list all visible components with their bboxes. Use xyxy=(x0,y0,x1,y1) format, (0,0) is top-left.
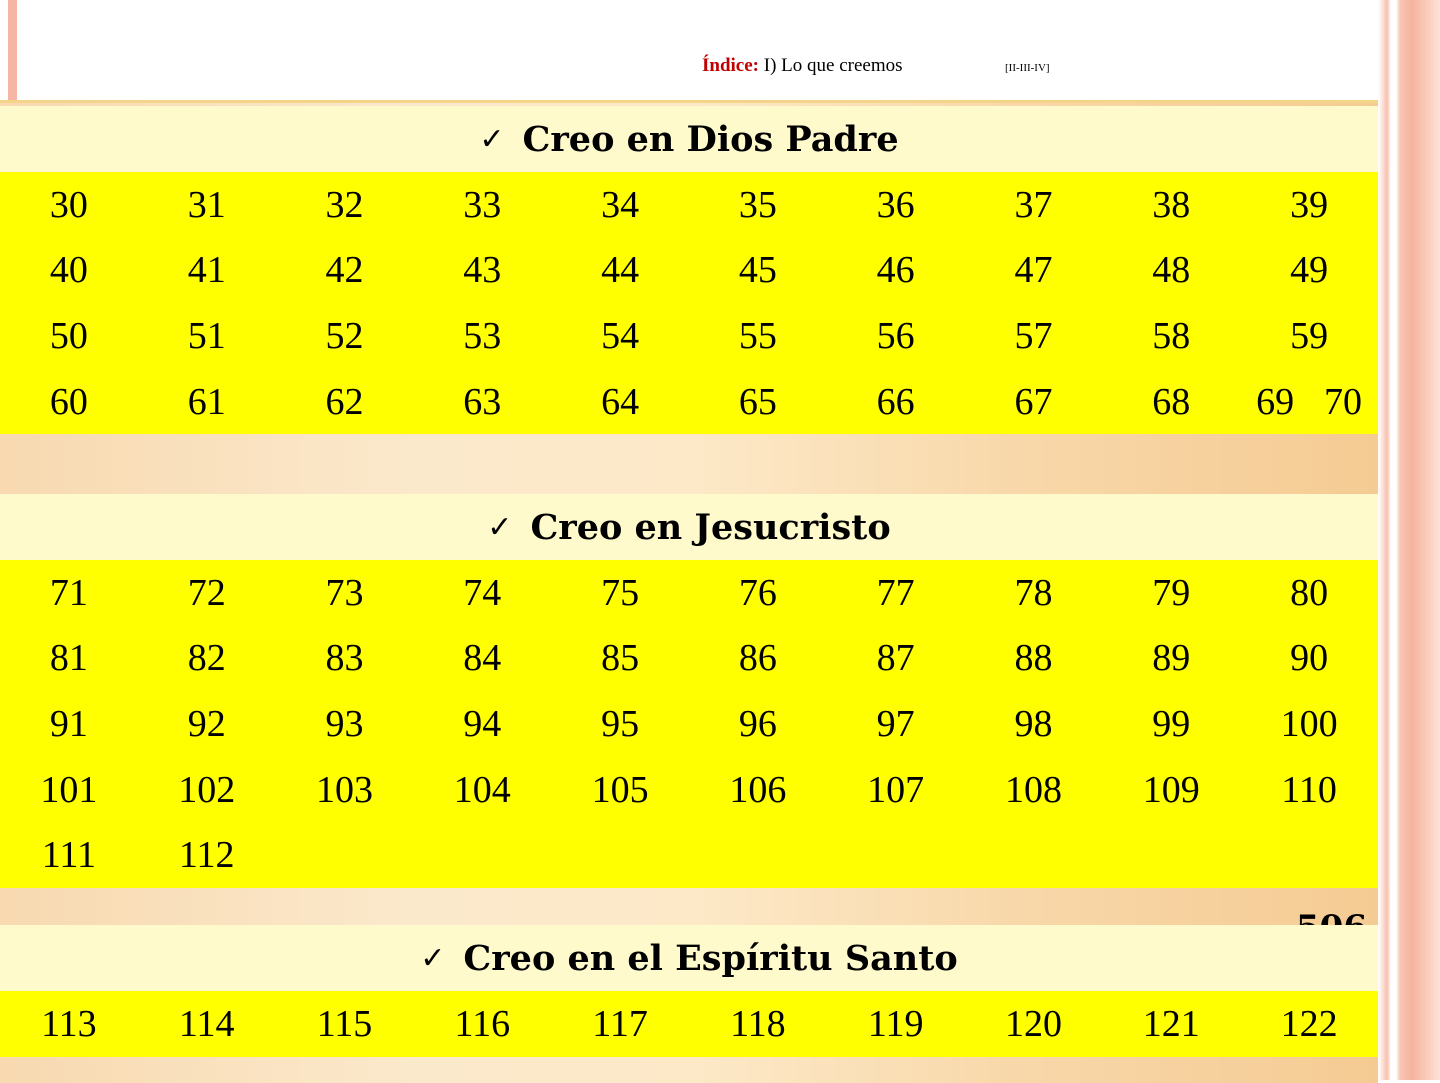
number-pair xyxy=(1240,380,1378,424)
number-link[interactable]: 77 xyxy=(876,571,915,614)
number-link[interactable]: 78 xyxy=(1014,571,1053,614)
checkmark-icon: ✓ xyxy=(479,121,505,157)
number-link[interactable]: 66 xyxy=(876,380,915,423)
number-link[interactable]: 34 xyxy=(601,183,640,226)
index-ref-link[interactable]: [II-III-IV] xyxy=(1005,62,1050,74)
grid-row xyxy=(0,991,1378,1057)
number-link[interactable]: 56 xyxy=(876,314,915,357)
number-link[interactable]: 38 xyxy=(1152,183,1191,226)
number-link[interactable]: 105 xyxy=(591,768,649,811)
number-link[interactable]: 112 xyxy=(178,834,235,877)
number-link[interactable]: 51 xyxy=(187,314,226,357)
number-link[interactable]: 48 xyxy=(1152,249,1191,292)
grid-row xyxy=(0,691,1378,757)
number-link[interactable]: 42 xyxy=(325,249,364,292)
grid-row xyxy=(0,369,1378,435)
number-link[interactable]: 87 xyxy=(876,637,915,680)
grid-row xyxy=(0,238,1378,304)
number-link[interactable]: 99 xyxy=(1152,702,1191,745)
number-link[interactable]: 107 xyxy=(867,768,925,811)
number-link[interactable]: 102 xyxy=(178,768,236,811)
number-link[interactable]: 44 xyxy=(601,249,640,292)
number-link[interactable]: 57 xyxy=(1014,314,1053,357)
grid-row xyxy=(0,303,1378,369)
number-link[interactable]: 45 xyxy=(738,249,777,292)
number-link[interactable]: 58 xyxy=(1152,314,1191,357)
number-link[interactable]: 121 xyxy=(1142,1002,1200,1045)
grid-row xyxy=(0,626,1378,692)
number-link[interactable]: 46 xyxy=(876,249,915,292)
number-link[interactable]: 64 xyxy=(601,380,640,423)
number-link[interactable]: 115 xyxy=(316,1002,373,1045)
number-link[interactable]: 108 xyxy=(1004,768,1062,811)
number-link[interactable]: 79 xyxy=(1152,571,1191,614)
number-link[interactable]: 31 xyxy=(187,183,226,226)
number-grid xyxy=(0,172,1378,434)
number-link[interactable]: 73 xyxy=(325,571,364,614)
number-link[interactable]: 83 xyxy=(325,637,364,680)
number-link[interactable]: 30 xyxy=(49,183,88,226)
number-link[interactable]: 80 xyxy=(1290,571,1329,614)
number-link[interactable]: 69 xyxy=(1256,380,1295,423)
number-link[interactable]: 41 xyxy=(187,249,226,292)
number-link[interactable]: 76 xyxy=(738,571,777,614)
number-link[interactable]: 96 xyxy=(738,702,777,745)
number-link[interactable]: 32 xyxy=(325,183,364,226)
number-link[interactable]: 65 xyxy=(738,380,777,423)
number-link[interactable]: 110 xyxy=(1281,768,1337,811)
number-link[interactable]: 97 xyxy=(876,702,915,745)
number-link[interactable]: 62 xyxy=(325,380,364,423)
number-link[interactable]: 88 xyxy=(1014,637,1053,680)
number-link[interactable]: 119 xyxy=(867,1002,924,1045)
number-link[interactable]: 61 xyxy=(187,380,226,423)
number-link[interactable]: 75 xyxy=(601,571,640,614)
number-link[interactable]: 122 xyxy=(1280,1002,1338,1045)
grid-row xyxy=(0,822,1378,888)
number-link[interactable]: 72 xyxy=(187,571,226,614)
number-link[interactable]: 60 xyxy=(49,380,88,423)
section-heading xyxy=(0,925,1378,991)
number-link[interactable]: 49 xyxy=(1290,249,1329,292)
number-link[interactable]: 40 xyxy=(49,249,88,292)
number-link[interactable]: 100 xyxy=(1280,702,1338,745)
number-link[interactable]: 86 xyxy=(738,637,777,680)
number-link[interactable]: 36 xyxy=(876,183,915,226)
number-link[interactable]: 89 xyxy=(1152,637,1191,680)
number-link[interactable]: 103 xyxy=(315,768,373,811)
section-heading xyxy=(0,494,1378,560)
number-link[interactable]: 55 xyxy=(738,314,777,357)
number-link[interactable]: 84 xyxy=(463,637,502,680)
section-heading xyxy=(0,106,1378,172)
partial-page-number xyxy=(1296,911,1356,925)
grid-row xyxy=(0,757,1378,823)
checkmark-icon: ✓ xyxy=(420,940,446,976)
number-link[interactable]: 98 xyxy=(1014,702,1053,745)
number-link[interactable]: 35 xyxy=(738,183,777,226)
number-link[interactable]: 114 xyxy=(178,1002,235,1045)
number-link[interactable]: 53 xyxy=(463,314,502,357)
number-link[interactable]: 118 xyxy=(730,1002,786,1045)
grid-row xyxy=(0,172,1378,238)
number-link[interactable]: 92 xyxy=(187,702,226,745)
index-keyword: Índice: xyxy=(702,55,759,76)
number-link[interactable]: 74 xyxy=(463,571,502,614)
number-link[interactable]: 68 xyxy=(1152,380,1191,423)
number-link[interactable]: 82 xyxy=(187,637,226,680)
number-link[interactable]: 111 xyxy=(41,834,96,877)
section-title: Creo en Dios Padre xyxy=(522,118,899,160)
number-link[interactable]: 109 xyxy=(1142,768,1200,811)
number-link[interactable]: 94 xyxy=(463,702,502,745)
number-link[interactable]: 52 xyxy=(325,314,364,357)
index-title-text: I) Lo que creemos xyxy=(759,55,903,76)
index-title[interactable] xyxy=(702,55,903,77)
number-link[interactable]: 33 xyxy=(463,183,502,226)
number-grid xyxy=(0,991,1378,1057)
number-link[interactable]: 113 xyxy=(41,1002,97,1045)
page-header xyxy=(17,0,1378,100)
number-link[interactable]: 43 xyxy=(463,249,502,292)
number-link[interactable]: 101 xyxy=(40,768,98,811)
number-link[interactable]: 93 xyxy=(325,702,364,745)
number-link[interactable]: 71 xyxy=(49,571,88,614)
number-link[interactable]: 91 xyxy=(49,702,88,745)
number-link[interactable]: 50 xyxy=(49,314,88,357)
section-creo-en-el-espiritu-santo xyxy=(0,925,1378,1057)
grid-row xyxy=(0,560,1378,626)
number-link[interactable]: 37 xyxy=(1014,183,1053,226)
right-decorative-stripes xyxy=(1378,0,1440,1080)
number-link[interactable]: 47 xyxy=(1014,249,1053,292)
number-link[interactable]: 117 xyxy=(592,1002,648,1045)
number-link[interactable]: 85 xyxy=(601,637,640,680)
number-link[interactable]: 39 xyxy=(1290,183,1329,226)
number-link[interactable]: 90 xyxy=(1290,637,1329,680)
number-link[interactable]: 116 xyxy=(454,1002,511,1045)
checkmark-icon: ✓ xyxy=(487,509,513,545)
number-link[interactable]: 70 xyxy=(1323,380,1362,423)
number-link[interactable]: 63 xyxy=(463,380,502,423)
section-creo-en-dios-padre xyxy=(0,106,1378,434)
number-link[interactable]: 104 xyxy=(453,768,511,811)
section-title: Creo en el Espíritu Santo xyxy=(463,937,958,979)
number-link[interactable]: 106 xyxy=(729,768,787,811)
number-link[interactable]: 120 xyxy=(1004,1002,1062,1045)
number-link[interactable]: 59 xyxy=(1290,314,1329,357)
section-title: Creo en Jesucristo xyxy=(530,506,891,548)
number-link[interactable]: 95 xyxy=(601,702,640,745)
section-creo-en-jesucristo xyxy=(0,494,1378,888)
number-link[interactable]: 67 xyxy=(1014,380,1053,423)
number-link[interactable]: 81 xyxy=(49,637,88,680)
number-grid xyxy=(0,560,1378,888)
number-link[interactable]: 54 xyxy=(601,314,640,357)
